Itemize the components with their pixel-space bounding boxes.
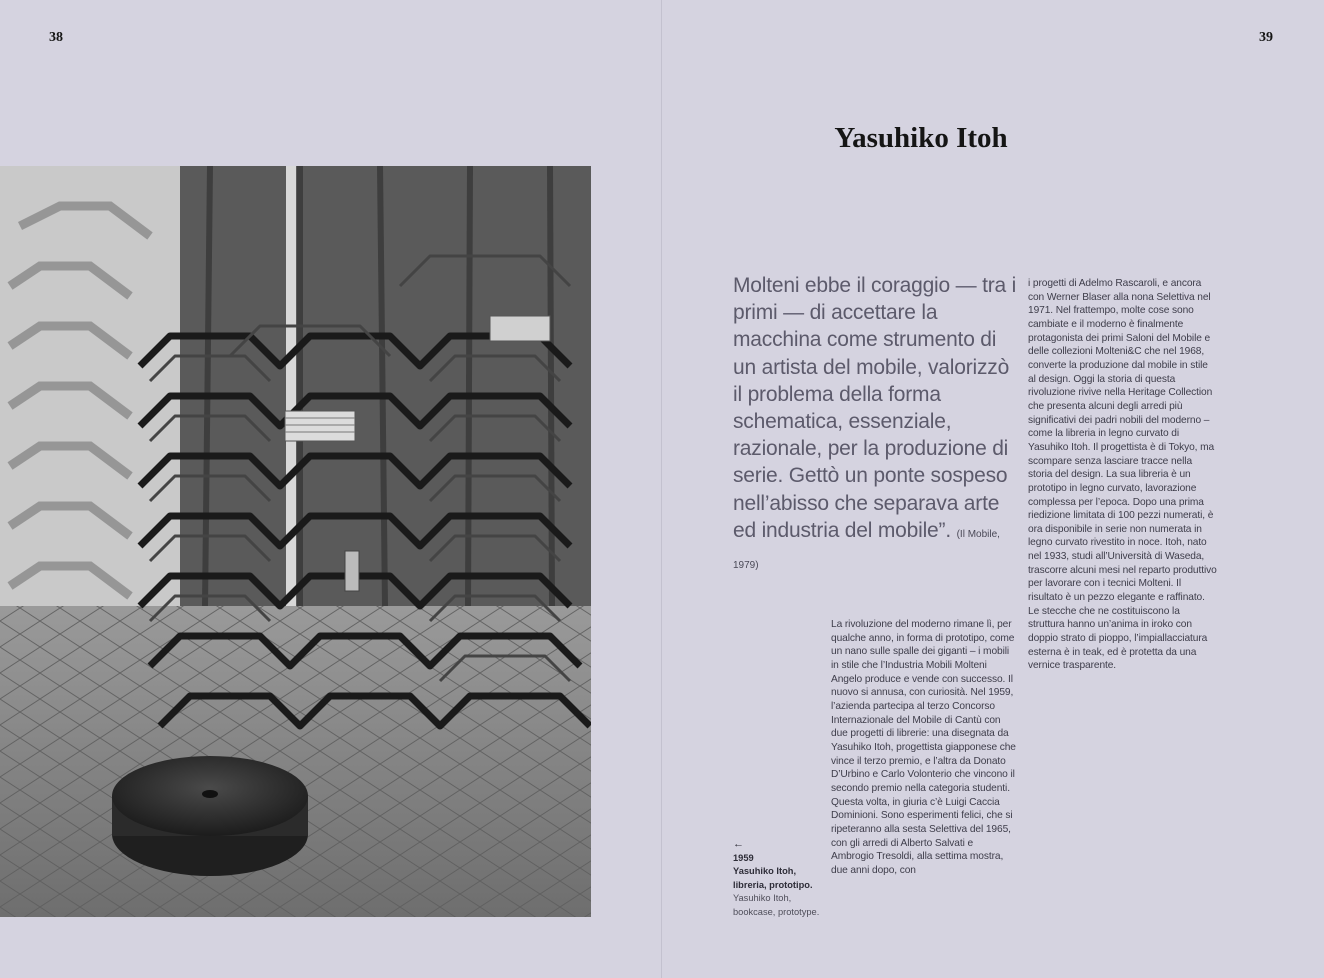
article-title: Yasuhiko Itoh: [834, 122, 1008, 154]
body-text: La rivoluzione del moderno rimane lì, per qualche anno, in forma di prototipo, come un nano sulle spalle dei giganti – i mobili in stile che l’Industria Mobili Molteni Angelo produce e vende con successo. Il nuovo si annusa, con curiosità. Nel 1959, l’azienda partecipa al terzo Concorso Internazionale del Mobile di Cantù con due progetti di librerie: una disegnata da Yasuhiko Itoh, progettista giapponese che vince il terzo premio, e l’altra da Donato D’Urbino e Carlo Volonterio che vincono il secondo premio nella categoria studenti. Questa volta, in giuria c’è Luigi Caccia Dominioni. Sono esperimenti felici, che si ripeteranno alla sesta Selettiva del 1965, con gli arredi di Alberto Salvati e Ambrogio Tresoldi, alla settima mostra, due anni dopo, con: [831, 619, 1016, 876]
page-number-right: 39: [1259, 30, 1273, 45]
page-number-left: 38: [49, 30, 63, 45]
right-page: [662, 0, 1324, 978]
caption-title-italian: Yasuhiko Itoh, libreria, prototipo.: [733, 866, 813, 890]
body-text: i progetti di Adelmo Rascaroli, e ancora con Werner Blaser alla nona Selettiva nel 1971. Nel frattempo, molte cose sono cambiate e il moderno è finalmente protagonista dei primi Saloni del Mobile e delle collezioni Molteni&C che nel 1968, converte la produzione dal mobile in stile al design. Oggi la storia di questa rivoluzione rivive nella Heritage Collection che presenta alcuni degli arredi più significativi dei padri nobili del moderno – come la libreria in legno curvato di Yasuhiko Itoh. Il progettista è di Tokyo, ma scompare senza lasciare tracce nella storia del design. La sua libreria è un prototipo in legno curvato, lavorazione complessa per l’epoca. Dopo una prima riedizione limitata di 100 pezzi numerati, è ora disponibile in serie non numerata in legno curvato rivestito in noce. Itoh, nato nel 1933, studi all’Università di Waseda, trascorre alcuni mesi nel reparto produttivo per lavorare con i tecnici Molteni. Il risultato è un pezzo elegante e raffinato. Le stecche che ne costituiscono la struttura hanno un’anima in iroko con doppio strato di pioppo, l’impiallacciatura esterna è in teak, ed è protetta da una vernice trasparente.: [1028, 278, 1217, 672]
caption-year: 1959: [733, 852, 754, 863]
bookcase-photo: [0, 166, 591, 917]
pull-quote: [733, 272, 1023, 579]
left-page: [0, 0, 661, 978]
pull-quote-citation: (Il Mobile, 1979): [733, 528, 1000, 572]
body-column-1: [831, 618, 1016, 877]
photo-caption: [733, 838, 828, 920]
arrow-left-icon: ←: [733, 838, 744, 850]
pull-quote-text: Molteni ebbe il coraggio — tra i primi — di accettare la macchina come strumento di un artista del mobile, valorizzò il problema della forma schematica, essenziale, razionale, per la produzione di serie. Gettò un ponte sospeso nell’abisso che separava arte ed industria del mobile”.: [733, 274, 1017, 542]
body-column-2: [1028, 277, 1218, 673]
caption-title-english: Yasuhiko Itoh, bookcase, prototype.: [733, 893, 820, 917]
